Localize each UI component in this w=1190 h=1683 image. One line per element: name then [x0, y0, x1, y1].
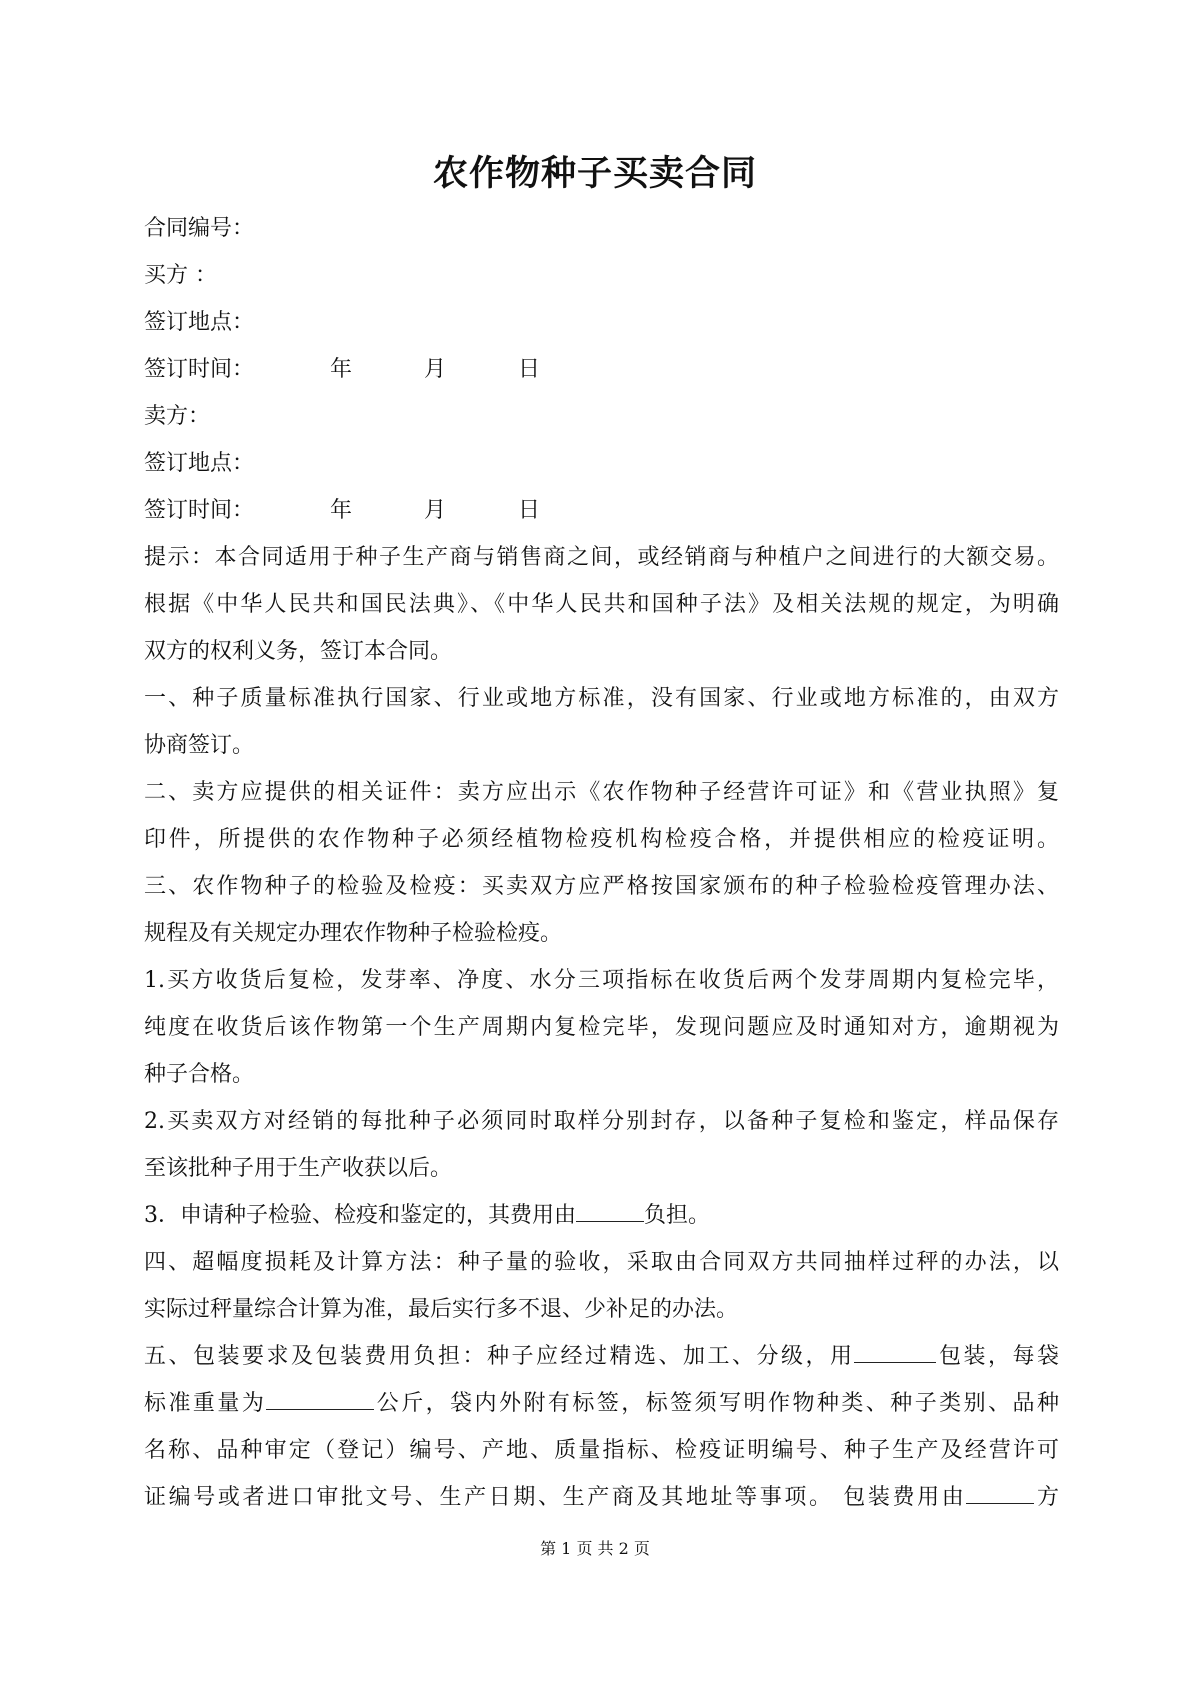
- contract-number-line: 合同编号：: [144, 216, 255, 241]
- text-line: 二、卖方应提供的相关证件：卖方应出示《农作物种子经营许可证》和《营业执照》复: [144, 780, 1059, 805]
- buyer-sign-time-line: [144, 346, 1059, 393]
- year-label: 年: [330, 357, 353, 382]
- text-line: 规程及有关规定办理农作物种子检验检疫。: [144, 921, 563, 946]
- text-line: 证编号或者进口审批文号、生产日期、生产商及其地址等事项。 包装费用由 方: [144, 1485, 1059, 1510]
- text-line: 至该批种子用于生产收获以后。: [144, 1156, 453, 1181]
- day-label: 日: [518, 498, 541, 523]
- day-label: 日: [518, 357, 541, 382]
- sign-time-label: 签订时间：: [144, 357, 255, 382]
- text-line: 3．申请种子检验、检疫和鉴定的，其费用由 负担。: [144, 1203, 711, 1228]
- seller-sign-place-line: 签订地点：: [144, 451, 255, 476]
- seller-sign-time-line: [144, 487, 1059, 534]
- text-line: 实际过秤量综合计算为准，最后实行多不退、少补足的办法。: [144, 1297, 739, 1322]
- seller-line: 卖方：: [144, 404, 211, 429]
- fill-blank: [854, 1342, 936, 1363]
- document-title: 农作物种子买卖合同: [432, 153, 757, 194]
- text-line: 一、种子质量标准执行国家、行业或地方标准，没有国家、行业或地方标准的，由双方: [144, 686, 1059, 711]
- text-line: 五、包装要求及包装费用负担：种子应经过精选、加工、分级，用 包装，每袋: [144, 1344, 1059, 1369]
- text-line: 三、农作物种子的检验及检疫：买卖双方应严格按国家颁布的种子检验检疫管理办法、: [144, 874, 1059, 899]
- month-label: 月: [424, 498, 447, 523]
- sign-time-label: 签订时间：: [144, 498, 255, 523]
- text-line: 种子合格。: [144, 1062, 255, 1087]
- buyer-sign-place-line: 签订地点：: [144, 310, 255, 335]
- text-line: 纯度在收货后该作物第一个生产周期内复检完毕，发现问题应及时通知对方，逾期视为: [144, 1015, 1059, 1040]
- text-line: 名称、品种审定（登记）编号、产地、质量指标、检疫证明编号、种子生产及经营许可: [144, 1438, 1059, 1463]
- text-line: 根据《中华人民共和国民法典》、《中华人民共和国种子法》及相关法规的规定，为明确: [144, 592, 1059, 617]
- text-line: 双方的权利义务，签订本合同。: [144, 639, 453, 664]
- year-label: 年: [330, 498, 353, 523]
- buyer-line: 买方 ：: [144, 263, 217, 288]
- month-label: 月: [424, 357, 447, 382]
- text-line: 1.买方收货后复检，发芽率、净度、水分三项指标在收货后两个发芽周期内复检完毕，: [144, 968, 1059, 993]
- fill-blank: [266, 1389, 374, 1410]
- fill-blank: [576, 1201, 644, 1222]
- page-number-footer: 第 1 页 共 2 页: [540, 1539, 650, 1558]
- text-line: 协商签订。: [144, 733, 255, 758]
- text-line: 2.买卖双方对经销的每批种子必须同时取样分别封存，以备种子复检和鉴定，样品保存: [144, 1109, 1059, 1134]
- text-line: 提示：本合同适用于种子生产商与销售商之间，或经销商与种植户之间进行的大额交易。: [144, 545, 1059, 570]
- fill-blank: [966, 1483, 1034, 1504]
- text-line: 标准重量为 公斤，袋内外附有标签，标签须写明作物种类、种子类别、品种: [144, 1391, 1059, 1416]
- text-line: 四、超幅度损耗及计算方法：种子量的验收，采取由合同双方共同抽样过秤的办法，以: [144, 1250, 1059, 1275]
- text-line: 印件，所提供的农作物种子必须经植物检疫机构检疫合格，并提供相应的检疫证明。: [144, 827, 1059, 852]
- document-body: [144, 205, 1059, 1521]
